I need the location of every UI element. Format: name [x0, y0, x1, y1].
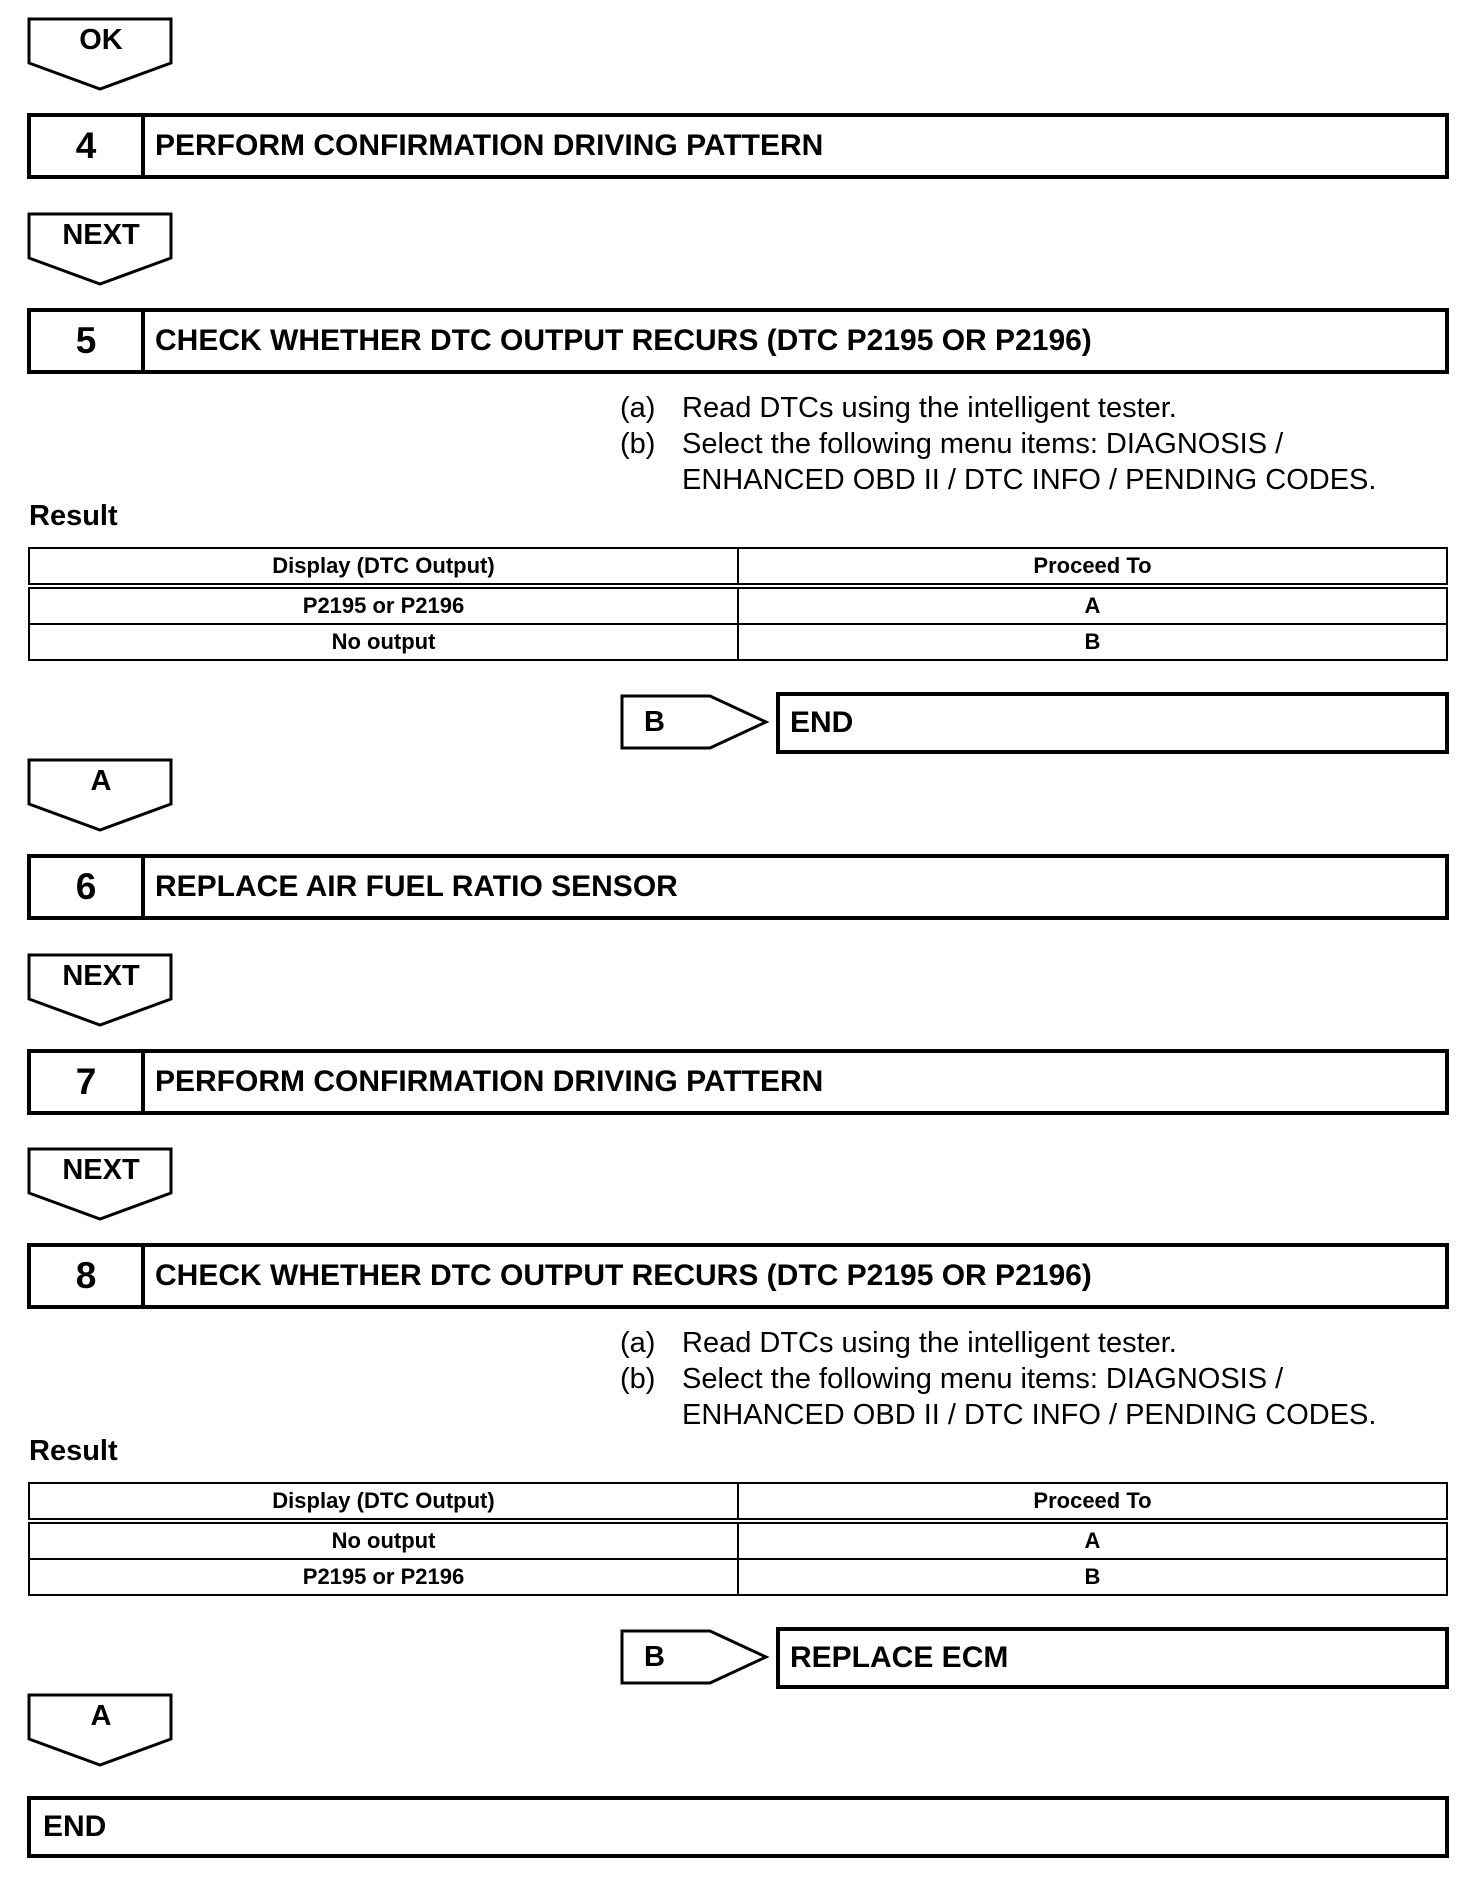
- branch-end-box: END: [776, 692, 1449, 754]
- instruction-text: Read DTCs using the intelligent tester.: [682, 392, 1177, 424]
- step-title: PERFORM CONFIRMATION DRIVING PATTERN: [155, 129, 824, 162]
- branch-label: B: [644, 1640, 665, 1673]
- table-header: Proceed To: [738, 548, 1447, 586]
- table-cell: A: [738, 1521, 1447, 1559]
- a-arrow-label: A: [90, 1699, 112, 1732]
- table-cell: A: [738, 586, 1447, 624]
- table-cell: B: [738, 1559, 1447, 1595]
- instruction-text-cont: ENHANCED OBD II / DTC INFO / PENDING CODES.: [682, 1399, 1377, 1431]
- table-header-row: [29, 1483, 1447, 1521]
- instruction-tag: (b): [620, 428, 656, 460]
- branch-label: B: [644, 705, 665, 738]
- step-4-box: [27, 113, 1449, 179]
- instruction-tag: (a): [620, 392, 656, 424]
- a-arrow: [27, 758, 175, 834]
- result-label: Result: [29, 1435, 118, 1467]
- result-table: [28, 547, 1448, 661]
- next-arrow-label: NEXT: [62, 959, 140, 992]
- step-6-box: [27, 854, 1449, 920]
- branch-replace-ecm-box: REPLACE ECM: [776, 1627, 1449, 1689]
- step-number: 7: [31, 1053, 145, 1111]
- branch-b-arrow: [620, 694, 770, 752]
- step-number: 8: [31, 1247, 145, 1305]
- step-title: REPLACE AIR FUEL RATIO SENSOR: [155, 870, 678, 903]
- next-arrow: [27, 212, 175, 288]
- table-cell: B: [738, 624, 1447, 660]
- instruction-text: Select the following menu items: DIAGNOSIS /: [682, 428, 1284, 460]
- result-table: [28, 1482, 1448, 1596]
- instruction-tag: (a): [620, 1327, 656, 1359]
- table-header-row: [29, 548, 1447, 586]
- instruction-text-cont: ENHANCED OBD II / DTC INFO / PENDING CODES.: [682, 464, 1377, 496]
- step-8-instructions: [620, 1325, 1376, 1433]
- step-title: CHECK WHETHER DTC OUTPUT RECURS (DTC P2195 OR P2196): [155, 324, 1092, 357]
- a-arrow-label: A: [90, 764, 112, 797]
- table-cell: No output: [29, 1521, 738, 1559]
- step-5-box: [27, 308, 1449, 374]
- table-header: Proceed To: [738, 1483, 1447, 1521]
- next-arrow-label: NEXT: [62, 218, 140, 251]
- ok-arrow: [27, 17, 175, 93]
- right-arrow-icon: [620, 1629, 770, 1687]
- step-title: PERFORM CONFIRMATION DRIVING PATTERN: [155, 1065, 824, 1098]
- step-title: CHECK WHETHER DTC OUTPUT RECURS (DTC P2195 OR P2196): [155, 1259, 1092, 1292]
- result-label: Result: [29, 500, 118, 532]
- table-header: Display (DTC Output): [29, 1483, 738, 1521]
- next-arrow: [27, 953, 175, 1029]
- table-header: Display (DTC Output): [29, 548, 738, 586]
- next-arrow-label: NEXT: [62, 1153, 140, 1186]
- table-row: [29, 1521, 1447, 1559]
- instruction-tag: (b): [620, 1363, 656, 1395]
- final-end-box: END: [27, 1796, 1449, 1858]
- step-number: 4: [31, 117, 145, 175]
- table-cell: P2195 or P2196: [29, 1559, 738, 1595]
- step-5-instructions: [620, 390, 1376, 498]
- step-7-box: [27, 1049, 1449, 1115]
- right-arrow-icon: [620, 694, 770, 752]
- step-number: 6: [31, 858, 145, 916]
- table-cell: No output: [29, 624, 738, 660]
- instruction-text: Read DTCs using the intelligent tester.: [682, 1327, 1177, 1359]
- branch-b-arrow: [620, 1629, 770, 1687]
- table-row: [29, 624, 1447, 660]
- step-8-box: [27, 1243, 1449, 1309]
- table-row: [29, 1559, 1447, 1595]
- instruction-text: Select the following menu items: DIAGNOSIS /: [682, 1363, 1284, 1395]
- table-row: [29, 586, 1447, 624]
- a-arrow: [27, 1693, 175, 1769]
- table-cell: P2195 or P2196: [29, 586, 738, 624]
- ok-arrow-label: OK: [79, 23, 123, 56]
- next-arrow: [27, 1147, 175, 1223]
- step-number: 5: [31, 312, 145, 370]
